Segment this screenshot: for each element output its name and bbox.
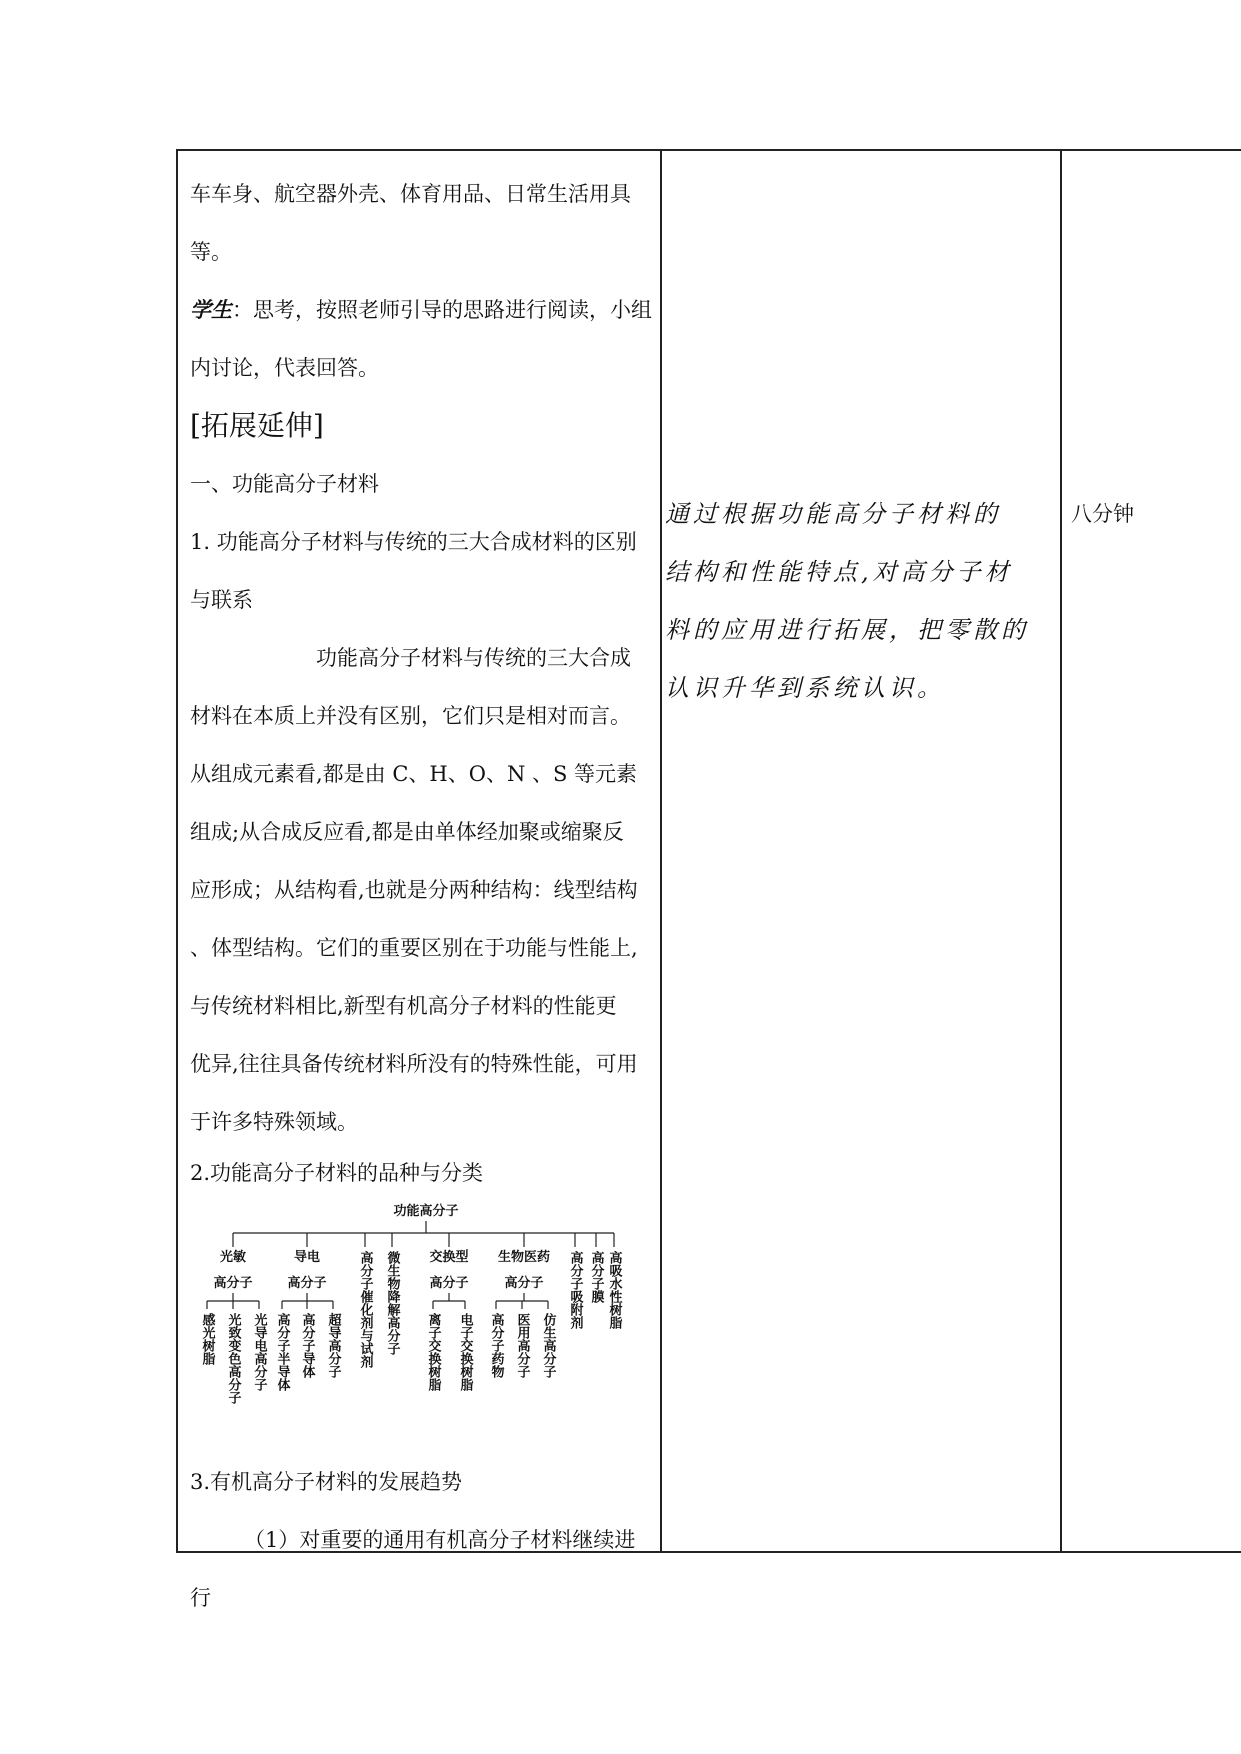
- time-column: [1071, 485, 1221, 543]
- lesson-table: [176, 149, 1241, 1610]
- text-line: （1）对重要的通用有机高分子材料继续进行: [190, 1528, 636, 1610]
- text-line: 等。: [190, 240, 232, 264]
- time-allocation: 八分钟: [1071, 502, 1134, 526]
- tree-node: 高分子: [429, 1276, 469, 1291]
- tree-leaf: 高分子催化剂与试剂: [357, 1251, 373, 1368]
- column-divider-1: [660, 151, 662, 1551]
- tree-leaf: 电子交换树脂: [457, 1313, 473, 1391]
- text-line: 与联系: [190, 588, 253, 612]
- tree-node: 导电: [293, 1250, 321, 1265]
- tree-node: 光敏: [219, 1250, 247, 1265]
- classification-tree-svg: [190, 1201, 656, 1411]
- sub-heading: 一、功能高分子材料: [190, 472, 379, 496]
- tree-leaf: 高分子半导体: [274, 1313, 290, 1391]
- design-intent-column: [665, 485, 1045, 717]
- text-line: 于许多特殊领域。: [190, 1110, 358, 1134]
- tree-leaf: 高分子吸附剂: [567, 1251, 583, 1329]
- tree-leaf: 高分子导体: [299, 1313, 315, 1378]
- tree-root: 功能高分子: [393, 1204, 459, 1219]
- tree-leaf: 高吸水性树脂: [606, 1251, 622, 1329]
- section-heading: [拓展延伸]: [190, 409, 324, 442]
- text-line: 内讨论，代表回答。: [190, 356, 379, 380]
- student-activity: [190, 281, 656, 339]
- text-line: 应形成；从结构看,也就是分两种结构：线型结构: [190, 878, 638, 902]
- tree-node: 高分子: [504, 1276, 544, 1291]
- intent-line: 通过根据功能高分子材料的: [665, 500, 1001, 528]
- tree-leaf: 超导高分子: [325, 1313, 341, 1378]
- student-label: 学生: [190, 297, 232, 322]
- text-line: 材料在本质上并没有区别，它们只是相对而言。: [190, 704, 631, 728]
- tree-leaf: 光导电高分子: [251, 1313, 267, 1391]
- teaching-content-column: [190, 165, 656, 1627]
- tree-leaf: 微生物降解高分子: [384, 1251, 400, 1355]
- text-line: 2.功能高分子材料的品种与分类: [190, 1161, 484, 1185]
- student-text: ：思考，按照老师引导的思路进行阅读，小组: [232, 298, 652, 322]
- intent-line: 结构和性能特点,对高分子材: [665, 558, 1013, 586]
- tree-leaf: 医用高分子: [514, 1313, 530, 1378]
- intent-line: 认识升华到系统认识。: [665, 674, 945, 702]
- column-divider-2: [1060, 151, 1062, 1551]
- tree-leaf: 高分子膜: [588, 1251, 604, 1303]
- tree-leaf: 光致变色高分子: [225, 1313, 241, 1404]
- text-line: 1. 功能高分子材料与传统的三大合成材料的区别: [190, 530, 637, 554]
- classification-tree: [190, 1201, 656, 1433]
- text-line: 优异,往往具备传统材料所没有的特殊性能，可用: [190, 1052, 638, 1076]
- tree-leaf: 高分子药物: [488, 1313, 504, 1378]
- tree-node: 高分子: [287, 1276, 327, 1291]
- text-line: 组成;从合成反应看,都是由单体经加聚或缩聚反: [190, 820, 624, 844]
- tree-node: 交换型: [429, 1250, 469, 1265]
- text-line: 、体型结构。它们的重要区别在于功能与性能上,: [190, 936, 638, 960]
- text-line: 车车身、航空器外壳、体育用品、日常生活用具: [190, 182, 631, 206]
- tree-node: 生物医药: [497, 1250, 551, 1265]
- text-line: 3.有机高分子材料的发展趋势: [190, 1470, 463, 1494]
- text-line: 从组成元素看,都是由 C、H、O、N 、S 等元素: [190, 762, 638, 786]
- tree-leaf: 离子交换树脂: [425, 1313, 441, 1391]
- tree-leaf: 感光树脂: [199, 1313, 215, 1365]
- text-line: 功能高分子材料与传统的三大合成: [316, 646, 631, 670]
- tree-leaf: 仿生高分子: [540, 1313, 556, 1378]
- tree-node: 高分子: [213, 1276, 253, 1291]
- text-line: 与传统材料相比,新型有机高分子材料的性能更: [190, 994, 617, 1018]
- intent-line: 料的应用进行拓展，把零散的: [665, 616, 1029, 644]
